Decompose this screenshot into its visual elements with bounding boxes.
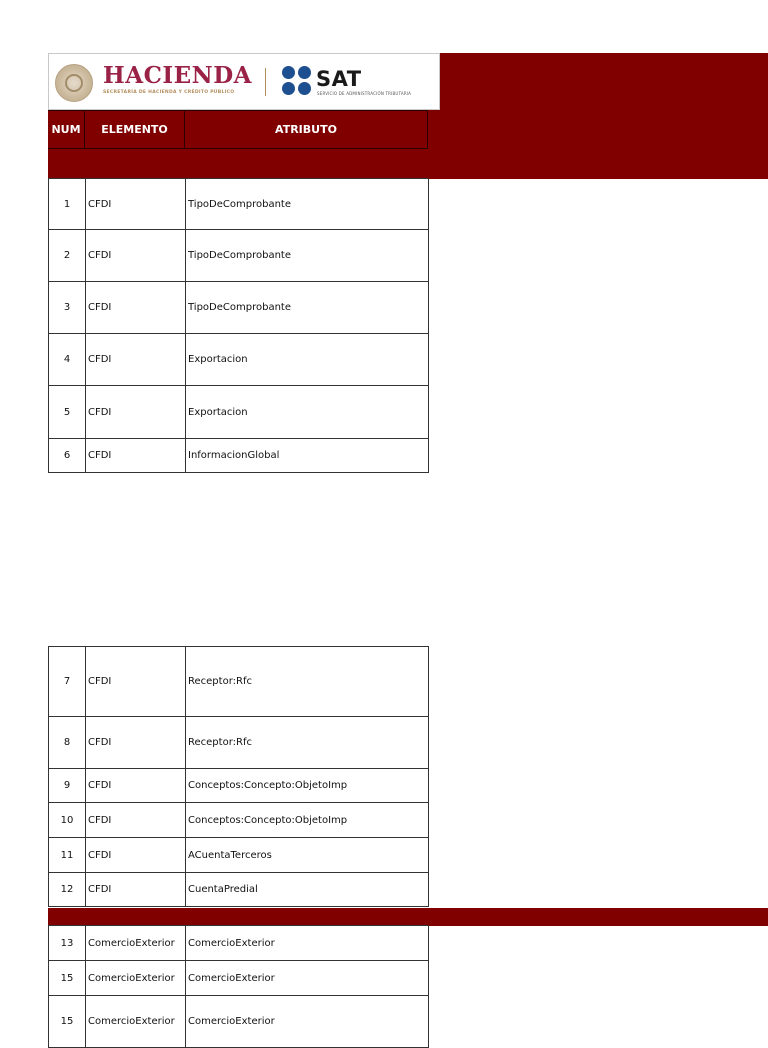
row-num: 15 <box>49 961 86 996</box>
table-row <box>49 334 429 386</box>
table-row <box>49 769 429 803</box>
row-num: 5 <box>49 386 86 439</box>
table-row <box>49 439 429 473</box>
row-num: 3 <box>49 282 86 334</box>
attributes-table-c <box>48 925 429 1048</box>
header-bottom-rule <box>48 148 428 149</box>
row-elemento: CFDI <box>86 838 186 873</box>
row-elemento: CFDI <box>86 334 186 386</box>
table-row <box>49 961 429 996</box>
row-elemento: CFDI <box>86 717 186 769</box>
row-elemento: CFDI <box>86 179 186 230</box>
logo-divider <box>265 68 266 96</box>
row-elemento: ComercioExterior <box>86 996 186 1048</box>
row-elemento: ComercioExterior <box>86 926 186 961</box>
table-row <box>49 803 429 838</box>
column-header-num: NUM <box>48 110 85 148</box>
row-elemento: CFDI <box>86 386 186 439</box>
row-elemento: CFDI <box>86 230 186 282</box>
row-atributo: CuentaPredial <box>186 873 429 907</box>
row-elemento: CFDI <box>86 647 186 717</box>
table-row <box>49 996 429 1048</box>
row-num: 1 <box>49 179 86 230</box>
row-atributo: ComercioExterior <box>186 961 429 996</box>
row-atributo: TipoDeComprobante <box>186 179 429 230</box>
row-num: 10 <box>49 803 86 838</box>
table-row <box>49 282 429 334</box>
row-atributo: ComercioExterior <box>186 996 429 1048</box>
national-seal-icon <box>55 64 93 102</box>
sat-logo-icon <box>282 66 312 96</box>
table-row <box>49 647 429 717</box>
row-num: 12 <box>49 873 86 907</box>
logo-banner <box>48 53 440 110</box>
sat-logo-title: SAT <box>316 67 362 91</box>
row-num: 11 <box>49 838 86 873</box>
row-elemento: CFDI <box>86 439 186 473</box>
row-num: 13 <box>49 926 86 961</box>
row-elemento: ComercioExterior <box>86 961 186 996</box>
table-row <box>49 230 429 282</box>
row-elemento: CFDI <box>86 873 186 907</box>
table-row <box>49 926 429 961</box>
table-row <box>49 838 429 873</box>
row-atributo: TipoDeComprobante <box>186 230 429 282</box>
table-row <box>49 386 429 439</box>
row-atributo: TipoDeComprobante <box>186 282 429 334</box>
table-row <box>49 717 429 769</box>
row-elemento: CFDI <box>86 769 186 803</box>
row-atributo: Conceptos:Concepto:ObjetoImp <box>186 803 429 838</box>
row-num: 7 <box>49 647 86 717</box>
hacienda-logo-title: HACIENDA <box>103 62 252 89</box>
sat-logo-subtitle: SERVICIO DE ADMINISTRACIÓN TRIBUTARIA <box>317 91 412 96</box>
row-atributo: InformacionGlobal <box>186 439 429 473</box>
row-atributo: ACuentaTerceros <box>186 838 429 873</box>
row-atributo: Receptor:Rfc <box>186 647 429 717</box>
row-num: 6 <box>49 439 86 473</box>
attributes-table-a <box>48 178 429 473</box>
row-num: 8 <box>49 717 86 769</box>
row-num: 9 <box>49 769 86 803</box>
row-atributo: Exportacion <box>186 386 429 439</box>
column-header-elemento: ELEMENTO <box>85 110 185 148</box>
row-num: 15 <box>49 996 86 1048</box>
row-num: 4 <box>49 334 86 386</box>
row-atributo: Conceptos:Concepto:ObjetoImp <box>186 769 429 803</box>
row-num: 2 <box>49 230 86 282</box>
table-row <box>49 179 429 230</box>
row-elemento: CFDI <box>86 282 186 334</box>
row-atributo: ComercioExterior <box>186 926 429 961</box>
table-row <box>49 873 429 907</box>
section-divider-band <box>48 908 768 926</box>
attributes-table-b <box>48 646 429 907</box>
hacienda-logo-subtitle: SECRETARÍA DE HACIENDA Y CRÉDITO PÚBLICO <box>103 90 235 95</box>
row-elemento: CFDI <box>86 803 186 838</box>
column-header-atributo: ATRIBUTO <box>185 110 428 148</box>
row-atributo: Exportacion <box>186 334 429 386</box>
row-atributo: Receptor:Rfc <box>186 717 429 769</box>
